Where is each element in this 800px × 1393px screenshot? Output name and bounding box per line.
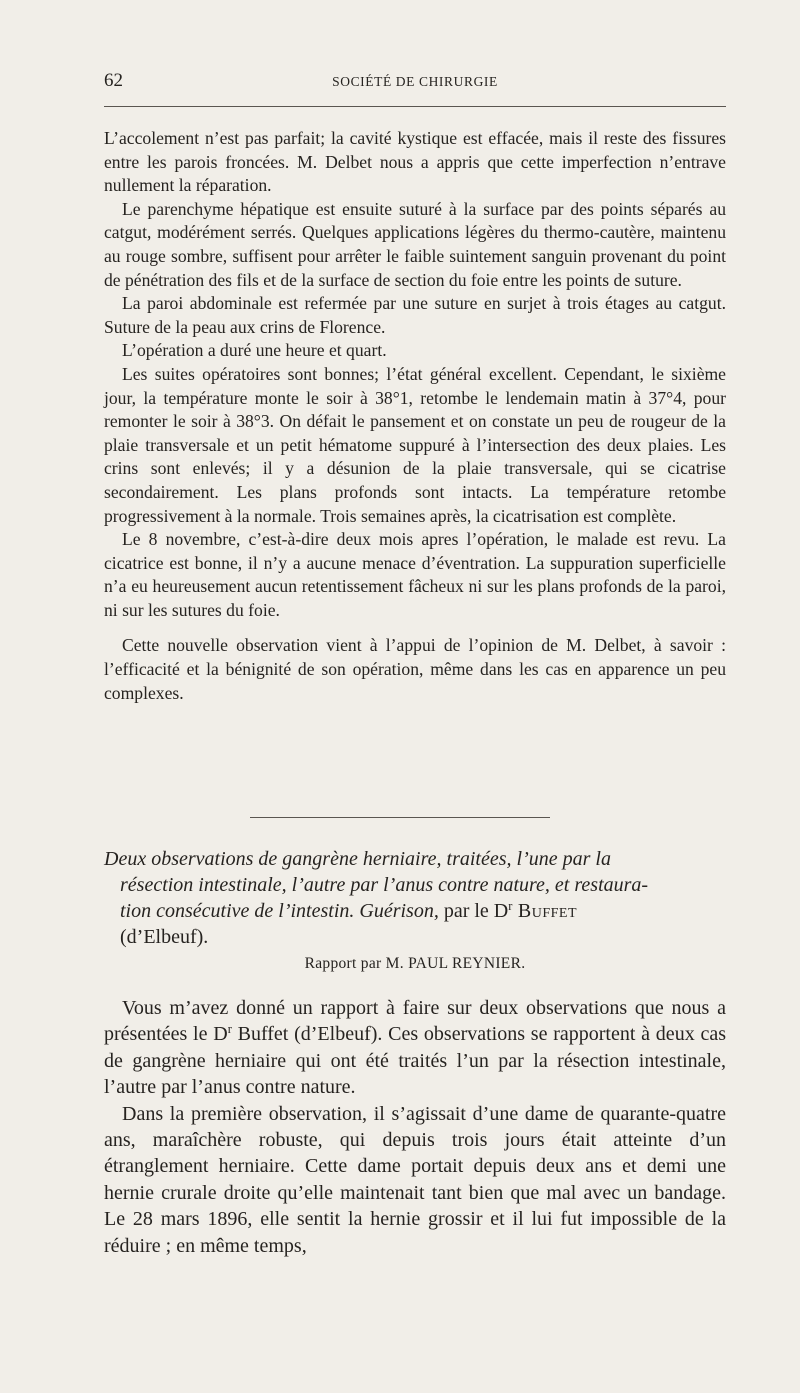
paragraph-text: Vous m’avez donné un rapport à faire sur deux observations que nous a présentées le D: [104, 997, 726, 1046]
header-rule: [104, 106, 726, 107]
paragraph: [104, 995, 726, 1101]
page-number: 62: [104, 70, 123, 91]
report-text: [104, 995, 726, 1259]
article-title: [104, 846, 726, 950]
paragraph: Dans la première observation, il s’agissait d’une dame de quarante-quatre ans, maraîchère robuste, qui depuis trois jours était atteinte d’un étranglement herniaire. Cette dame portait depuis deux ans et demi une hernie crurale droite qu’elle maintenait tant bien que mal avec un bandage. Le 28 mars 1896, elle sentit la hernie grossir et il lui fut impossible de la réduire ; en même temps,: [104, 1102, 726, 1257]
paragraph: Le parenchyme hépatique est ensuite suturé à la surface par des points séparés au catgut, modérément serrés. Quelques applications légères du thermo-cautère, maintenu au rouge sombre, suffisent pour arrêter le faible suintement sanguin provenant du point de pénétration des fils et de la surface de section du foie entre les points de suture.: [104, 198, 726, 290]
paragraph: Le 8 novembre, c’est-à-dire deux mois apres l’opération, le malade est revu. La cicatrice est bonne, il n’y a aucune menace d’éventration. La suppuration superficielle n’a eu heureusement aucun retentissement fâcheux ni sur les plans profonds de la paroi, ni sur les sutures du foie.: [104, 529, 726, 620]
title-line: [104, 898, 726, 924]
paragraph: L’opération a duré une heure et quart.: [122, 340, 387, 361]
paragraph: Cette nouvelle observation vient à l’appui de l’opinion de M. Delbet, à savoir : l’efficacité et la bénignité de son opération, même dans les cas en apparence un peu complexes.: [104, 635, 726, 703]
section-divider: [250, 817, 550, 818]
title-author: Buffet: [512, 900, 578, 922]
paragraph: L’accolement n’est pas parfait; la cavité kystique est effacée, mais il reste des fissures entre les parois froncées. M. Delbet nous a appris que cette imperfection n’entrave nullement la réparation.: [104, 128, 726, 196]
paragraph-text: Buffet (d’Elbeuf). Ces observations se rapportent à deux cas de gangrène herniaire qui ont été traités l’un par la résection intestinale, l’autre par l’anus contre nature.: [104, 1023, 726, 1099]
running-title: SOCIÉTÉ DE CHIRURGIE: [332, 74, 498, 89]
title-by: par le D: [438, 900, 509, 922]
title-line: [104, 872, 726, 898]
title-line: Deux observations de gangrène herniaire, traitées, l’une par la: [104, 848, 611, 870]
paragraph: Les suites opératoires sont bonnes; l’état général excellent. Cependant, le sixième jour, la température monte le soir à 38°1, retombe le lendemain matin à 37°4, pour remonter le soir à 38°3. On défait le pansement et on constate un peu de rougeur de la plaie transversale et un petit hématome suppuré à l’intersection des deux plaies. Les crins sont enlevés; il y a désunion de la plaie transversale, qui se cicatrise secondairement. Les plans profonds sont intacts. La température retombe progressivement à la normale. Trois semaines après, la cicatrisation est complète.: [104, 363, 726, 526]
title-line-text: résection intestinale, l’autre par l’anus contre nature, et restaura-: [120, 874, 649, 896]
title-sup: r: [508, 899, 513, 914]
report-byline: Rapport par M. PAUL REYNIER.: [304, 955, 526, 972]
running-head: [104, 70, 726, 98]
title-place: (d’Elbeuf).: [120, 926, 209, 948]
superscript: r: [227, 1022, 232, 1037]
paragraph: La paroi abdominale est refermée par une suture en surjet à trois étages au catgut. Suture de la peau aux crins de Florence.: [104, 293, 726, 337]
title-line-text: tion consécutive de l’intestin. Guérison,: [120, 900, 439, 922]
previous-report-text: [104, 127, 726, 705]
